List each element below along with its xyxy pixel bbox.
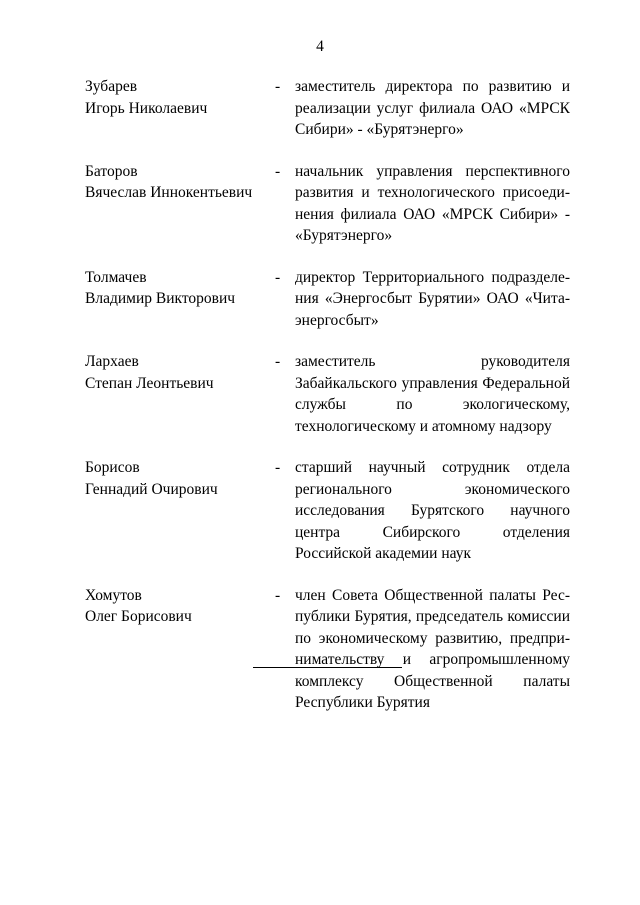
member-role: старший научный сотрудник отдела регионального экономического исследования Бурятского научного центра Сибирского отделения Российской академии наук	[295, 459, 570, 562]
member-entry	[85, 457, 570, 565]
member-role: заместитель директора по развитию и реализации услуг филиала ОАО «МРСК Сибири» - «Бурятэнерго»	[295, 78, 570, 138]
member-surname: Толмачев	[85, 268, 147, 286]
member-list	[85, 76, 570, 734]
member-surname: Борисов	[85, 459, 140, 476]
separator-dash: -	[275, 162, 281, 180]
member-role: директор Территориального подразделения «Энергосбыт Бурятии» ОАО «Читаэнергосбыт»	[295, 268, 570, 329]
member-name	[85, 457, 275, 565]
separator-dash: -	[275, 586, 281, 604]
separator-dash: -	[275, 353, 281, 370]
member-role: начальник управления перспективного развития и технологического присоединения филиала ОАО «МРСК Сибири» - «Бурятэнерго»	[295, 162, 570, 244]
member-given-names: Игорь Николаевич	[85, 99, 208, 117]
closing-rule	[253, 667, 402, 668]
member-entry	[85, 585, 570, 714]
member-given-names: Вячеслав Иннокентьевич	[85, 184, 253, 201]
member-given-names: Владимир Викторович	[85, 290, 236, 307]
separator-dash: -	[275, 78, 281, 95]
member-surname: Лархаев	[85, 353, 139, 370]
member-entry	[85, 161, 570, 247]
member-name	[85, 76, 275, 141]
page-number: 4	[316, 38, 324, 55]
member-name	[85, 585, 275, 714]
member-entry	[85, 267, 570, 332]
member-name	[85, 351, 275, 437]
member-surname: Хомутов	[85, 586, 142, 604]
member-given-names: Геннадий Очирович	[85, 480, 218, 498]
member-entry	[85, 76, 570, 141]
member-entry	[85, 351, 570, 437]
member-name	[85, 161, 275, 247]
member-name	[85, 267, 275, 332]
member-given-names: Степан Леонтьевич	[85, 374, 214, 392]
member-given-names: Олег Борисович	[85, 608, 192, 625]
member-surname: Зубарев	[85, 78, 138, 95]
member-surname: Баторов	[85, 162, 138, 180]
member-role: член Совета Общественной палаты Республики Бурятия, председатель комиссии по экономическому развитию, предпринимательству и агропромышленному комплексу Общественной палаты Республики Бурятия	[295, 586, 570, 711]
separator-dash: -	[275, 459, 281, 476]
separator-dash: -	[275, 268, 281, 286]
member-role: заместитель руководителя Забайкальского управления Федеральной службы по экологическому, технологическому и атомному надзору	[295, 353, 570, 435]
